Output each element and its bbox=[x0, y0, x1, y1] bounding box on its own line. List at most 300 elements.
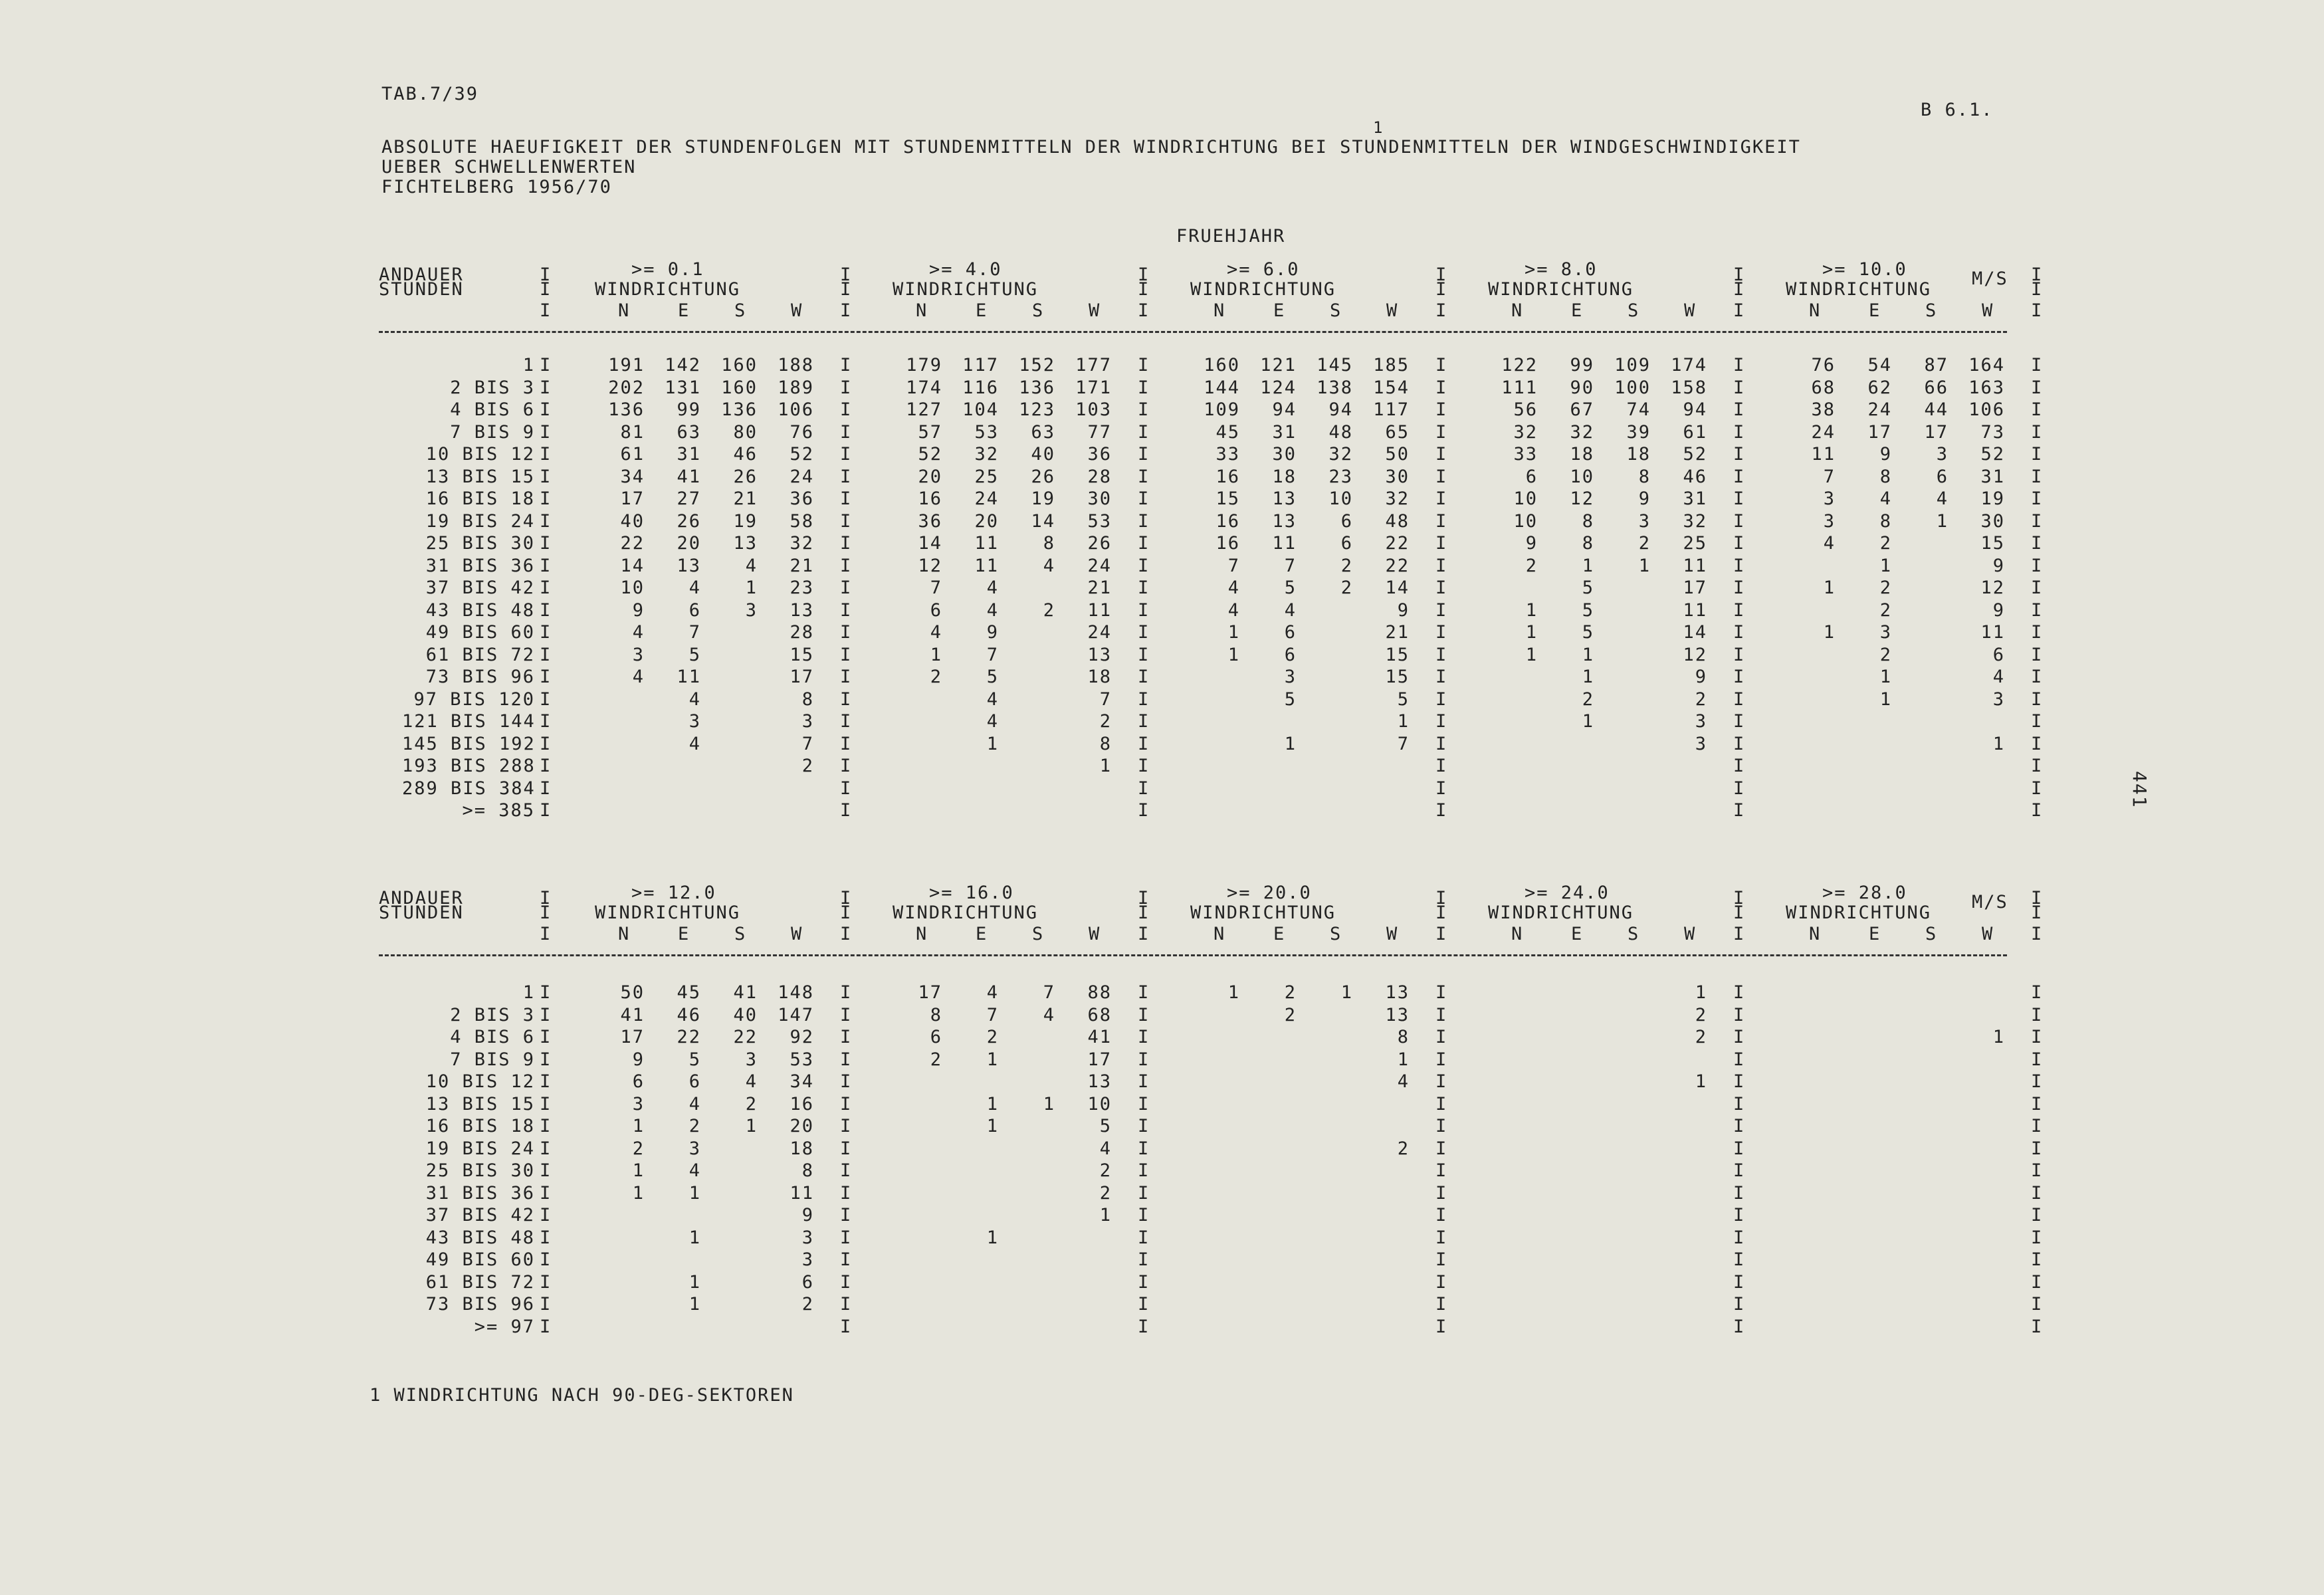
value-cell: 3 bbox=[1284, 667, 1297, 687]
value-cell: 26 bbox=[677, 510, 701, 532]
row-separator: I bbox=[1138, 1138, 1150, 1159]
row-separator: I bbox=[1138, 1027, 1150, 1047]
value-cell: 4 bbox=[1397, 1071, 1410, 1092]
column-header-w: W bbox=[1982, 924, 1994, 944]
value-cell: 4 bbox=[1936, 488, 1949, 509]
value-cell: 8 bbox=[1582, 533, 1594, 554]
value-cell: 15 bbox=[1385, 644, 1410, 665]
row-separator: I bbox=[1435, 510, 1448, 532]
value-cell: 7 bbox=[801, 733, 814, 754]
value-cell: 11 bbox=[1272, 533, 1297, 554]
value-cell: 202 bbox=[608, 377, 645, 398]
row-separator: I bbox=[1733, 1316, 1746, 1337]
value-cell: 9 bbox=[986, 622, 999, 643]
column-separator: I bbox=[540, 903, 552, 923]
value-cell: 68 bbox=[1087, 1004, 1112, 1025]
value-cell: 10 bbox=[1513, 488, 1538, 509]
windrichtung-label: WINDRICHTUNG bbox=[893, 903, 1039, 923]
value-cell: 22 bbox=[733, 1027, 758, 1047]
row-separator: I bbox=[2031, 377, 2044, 398]
value-cell: 52 bbox=[918, 444, 942, 465]
row-separator: I bbox=[840, 1182, 853, 1204]
row-separator: I bbox=[540, 644, 552, 665]
value-cell: 9 bbox=[1397, 599, 1410, 621]
value-cell: 1 bbox=[1340, 982, 1353, 1003]
row-separator: I bbox=[1733, 488, 1746, 509]
column-header-e: E bbox=[1273, 924, 1286, 944]
value-cell: 17 bbox=[620, 1027, 645, 1047]
value-cell: 32 bbox=[1570, 421, 1594, 443]
stunden-label: STUNDEN bbox=[379, 903, 464, 923]
row-separator: I bbox=[1138, 982, 1150, 1003]
value-cell: 7 bbox=[986, 1004, 999, 1025]
value-cell: 1 bbox=[1879, 667, 1892, 687]
value-cell: 4 bbox=[1992, 667, 2005, 687]
value-cell: 2 bbox=[745, 1093, 758, 1115]
value-cell: 106 bbox=[778, 399, 814, 420]
row-separator: I bbox=[1733, 377, 1746, 398]
value-cell: 10 bbox=[620, 578, 645, 598]
value-cell: 2 bbox=[1525, 555, 1538, 576]
value-cell: 46 bbox=[733, 444, 758, 465]
row-separator: I bbox=[540, 800, 552, 821]
column-header-e: E bbox=[1869, 300, 1881, 321]
value-cell: 12 bbox=[1980, 578, 2005, 598]
value-cell: 4 bbox=[986, 689, 999, 710]
value-cell: 5 bbox=[986, 667, 999, 687]
row-separator: I bbox=[1138, 667, 1150, 687]
row-separator: I bbox=[1733, 622, 1746, 643]
row-separator: I bbox=[1138, 778, 1150, 799]
row-separator: I bbox=[1138, 466, 1150, 487]
value-cell: 52 bbox=[1683, 444, 1707, 465]
row-separator: I bbox=[1435, 1004, 1448, 1025]
value-cell: 1 bbox=[986, 733, 999, 754]
value-cell: 99 bbox=[1570, 355, 1594, 375]
row-separator: I bbox=[840, 982, 853, 1003]
value-cell: 13 bbox=[790, 599, 814, 621]
value-cell: 45 bbox=[677, 982, 701, 1003]
row-separator: I bbox=[540, 1004, 552, 1025]
value-cell: 3 bbox=[1638, 510, 1651, 532]
value-cell: 8 bbox=[1043, 533, 1055, 554]
row-separator: I bbox=[840, 444, 853, 465]
value-cell: 40 bbox=[733, 1004, 758, 1025]
duration-cell: 121 BIS 144 bbox=[402, 711, 536, 732]
column-separator: I bbox=[840, 279, 853, 300]
row-separator: I bbox=[1138, 1316, 1150, 1337]
row-separator: I bbox=[1733, 1027, 1746, 1047]
column-header-n: N bbox=[916, 924, 928, 944]
value-cell: 2 bbox=[1340, 578, 1353, 598]
header-rule bbox=[379, 954, 2007, 956]
row-separator: I bbox=[1138, 555, 1150, 576]
threshold-label: >= 28.0 bbox=[1822, 883, 1907, 903]
column-separator: I bbox=[1138, 924, 1150, 944]
value-cell: 24 bbox=[1867, 399, 1892, 420]
value-cell: 4 bbox=[632, 667, 645, 687]
value-cell: 48 bbox=[1328, 421, 1353, 443]
row-separator: I bbox=[840, 622, 853, 643]
row-separator: I bbox=[540, 1294, 552, 1315]
duration-cell: 43 BIS 48 bbox=[425, 1227, 535, 1248]
row-separator: I bbox=[1138, 377, 1150, 398]
row-separator: I bbox=[840, 1205, 853, 1225]
row-separator: I bbox=[840, 488, 853, 509]
row-separator: I bbox=[2031, 1093, 2044, 1115]
value-cell: 2 bbox=[1695, 1027, 1707, 1047]
value-cell: 31 bbox=[1980, 466, 2005, 487]
row-separator: I bbox=[1138, 1249, 1150, 1270]
value-cell: 27 bbox=[677, 488, 701, 509]
duration-cell: 13 BIS 15 bbox=[425, 1093, 535, 1115]
value-cell: 109 bbox=[1204, 399, 1240, 420]
column-separator: I bbox=[540, 924, 552, 944]
value-cell: 12 bbox=[918, 555, 942, 576]
value-cell: 6 bbox=[688, 1071, 701, 1092]
duration-cell: 193 BIS 288 bbox=[402, 756, 536, 776]
value-cell: 2 bbox=[1879, 533, 1892, 554]
column-header-n: N bbox=[1809, 300, 1822, 321]
column-separator: I bbox=[1435, 888, 1448, 908]
value-cell: 14 bbox=[1031, 510, 1055, 532]
column-header-w: W bbox=[791, 300, 803, 321]
value-cell: 4 bbox=[1879, 488, 1892, 509]
windrichtung-label: WINDRICHTUNG bbox=[893, 279, 1039, 300]
row-separator: I bbox=[2031, 689, 2044, 710]
value-cell: 2 bbox=[1284, 982, 1297, 1003]
row-separator: I bbox=[1733, 711, 1746, 732]
value-cell: 26 bbox=[733, 466, 758, 487]
value-cell: 11 bbox=[1811, 444, 1836, 465]
row-separator: I bbox=[1138, 1049, 1150, 1070]
row-separator: I bbox=[1733, 510, 1746, 532]
value-cell: 116 bbox=[962, 377, 999, 398]
value-cell: 20 bbox=[918, 466, 942, 487]
value-cell: 1 bbox=[688, 1227, 701, 1248]
windrichtung-label: WINDRICHTUNG bbox=[1488, 903, 1634, 923]
column-separator: I bbox=[1733, 903, 1746, 923]
row-separator: I bbox=[1733, 1116, 1746, 1136]
value-cell: 9 bbox=[1879, 444, 1892, 465]
value-cell: 7 bbox=[1043, 982, 1055, 1003]
value-cell: 16 bbox=[1215, 510, 1240, 532]
value-cell: 3 bbox=[801, 1227, 814, 1248]
row-separator: I bbox=[540, 444, 552, 465]
value-cell: 45 bbox=[1215, 421, 1240, 443]
value-cell: 7 bbox=[930, 578, 942, 598]
value-cell: 1 bbox=[1823, 578, 1836, 598]
column-header-w: W bbox=[1386, 300, 1399, 321]
column-separator: I bbox=[1435, 903, 1448, 923]
row-separator: I bbox=[1435, 377, 1448, 398]
row-separator: I bbox=[1435, 622, 1448, 643]
value-cell: 1 bbox=[688, 1271, 701, 1293]
row-separator: I bbox=[540, 1249, 552, 1270]
row-separator: I bbox=[1138, 510, 1150, 532]
value-cell: 10 bbox=[1570, 466, 1594, 487]
value-cell: 1 bbox=[1992, 733, 2005, 754]
value-cell: 3 bbox=[1823, 510, 1836, 532]
value-cell: 1 bbox=[1397, 1049, 1410, 1070]
column-separator: I bbox=[2031, 279, 2044, 300]
value-cell: 4 bbox=[1043, 555, 1055, 576]
row-separator: I bbox=[1733, 1205, 1746, 1225]
season-label: FRUEHJAHR bbox=[1176, 226, 1286, 247]
value-cell: 2 bbox=[1879, 578, 1892, 598]
value-cell: 52 bbox=[790, 444, 814, 465]
value-cell: 3 bbox=[745, 599, 758, 621]
value-cell: 13 bbox=[1385, 1004, 1410, 1025]
value-cell: 174 bbox=[906, 377, 942, 398]
value-cell: 61 bbox=[620, 444, 645, 465]
threshold-label: >= 8.0 bbox=[1525, 259, 1598, 280]
value-cell: 62 bbox=[1867, 377, 1892, 398]
row-separator: I bbox=[2031, 1071, 2044, 1092]
row-separator: I bbox=[840, 733, 853, 754]
value-cell: 2 bbox=[1099, 711, 1112, 732]
value-cell: 6 bbox=[1284, 622, 1297, 643]
value-cell: 23 bbox=[1328, 466, 1353, 487]
value-cell: 22 bbox=[1385, 533, 1410, 554]
row-separator: I bbox=[2031, 1249, 2044, 1270]
row-separator: I bbox=[1733, 1249, 1746, 1270]
value-cell: 41 bbox=[733, 982, 758, 1003]
column-header-n: N bbox=[1214, 300, 1226, 321]
value-cell: 131 bbox=[665, 377, 701, 398]
value-cell: 10 bbox=[1087, 1093, 1112, 1115]
row-separator: I bbox=[840, 1271, 853, 1293]
value-cell: 1 bbox=[1936, 510, 1949, 532]
value-cell: 4 bbox=[745, 555, 758, 576]
value-cell: 21 bbox=[1087, 578, 1112, 598]
value-cell: 160 bbox=[721, 355, 758, 375]
value-cell: 2 bbox=[1397, 1138, 1410, 1159]
row-separator: I bbox=[1733, 444, 1746, 465]
value-cell: 138 bbox=[1317, 377, 1353, 398]
column-separator: I bbox=[540, 888, 552, 908]
value-cell: 17 bbox=[1683, 578, 1707, 598]
duration-cell: 145 BIS 192 bbox=[402, 733, 536, 754]
value-cell: 34 bbox=[790, 1071, 814, 1092]
value-cell: 18 bbox=[1626, 444, 1651, 465]
value-cell: 8 bbox=[1638, 466, 1651, 487]
value-cell: 30 bbox=[1087, 488, 1112, 509]
table-id: TAB.7/39 bbox=[381, 84, 479, 104]
value-cell: 17 bbox=[1924, 421, 1949, 443]
column-separator: I bbox=[1435, 279, 1448, 300]
column-header-e: E bbox=[1273, 300, 1286, 321]
row-separator: I bbox=[840, 599, 853, 621]
value-cell: 24 bbox=[790, 466, 814, 487]
value-cell: 66 bbox=[1924, 377, 1949, 398]
duration-cell: >= 97 bbox=[474, 1316, 535, 1337]
value-cell: 5 bbox=[1582, 599, 1594, 621]
value-cell: 8 bbox=[1879, 510, 1892, 532]
column-separator: I bbox=[840, 300, 853, 321]
value-cell: 13 bbox=[677, 555, 701, 576]
value-cell: 8 bbox=[1582, 510, 1594, 532]
duration-cell: 7 BIS 9 bbox=[450, 1049, 535, 1070]
value-cell: 7 bbox=[1227, 555, 1240, 576]
row-separator: I bbox=[1733, 1160, 1746, 1181]
value-cell: 9 bbox=[632, 599, 645, 621]
row-separator: I bbox=[2031, 1027, 2044, 1047]
value-cell: 160 bbox=[1204, 355, 1240, 375]
duration-cell: 49 BIS 60 bbox=[425, 1249, 535, 1270]
row-separator: I bbox=[1435, 1316, 1448, 1337]
value-cell: 127 bbox=[906, 399, 942, 420]
row-separator: I bbox=[2031, 1049, 2044, 1070]
row-separator: I bbox=[1733, 1182, 1746, 1204]
value-cell: 4 bbox=[986, 599, 999, 621]
row-separator: I bbox=[840, 421, 853, 443]
row-separator: I bbox=[1733, 533, 1746, 554]
value-cell: 1 bbox=[632, 1182, 645, 1204]
column-header-n: N bbox=[1511, 924, 1524, 944]
row-separator: I bbox=[1138, 488, 1150, 509]
value-cell: 2 bbox=[632, 1138, 645, 1159]
row-separator: I bbox=[2031, 756, 2044, 776]
value-cell: 53 bbox=[974, 421, 999, 443]
value-cell: 123 bbox=[1019, 399, 1055, 420]
row-separator: I bbox=[840, 1160, 853, 1181]
row-separator: I bbox=[1138, 578, 1150, 598]
value-cell: 8 bbox=[801, 689, 814, 710]
row-separator: I bbox=[2031, 1227, 2044, 1248]
value-cell: 1 bbox=[688, 1294, 701, 1315]
row-separator: I bbox=[1733, 421, 1746, 443]
row-separator: I bbox=[1435, 1205, 1448, 1225]
value-cell: 1 bbox=[1525, 644, 1538, 665]
value-cell: 124 bbox=[1260, 377, 1297, 398]
duration-cell: 4 BIS 6 bbox=[450, 1027, 535, 1047]
row-separator: I bbox=[2031, 1316, 2044, 1337]
value-cell: 1 bbox=[1525, 599, 1538, 621]
row-separator: I bbox=[1733, 1093, 1746, 1115]
value-cell: 1 bbox=[1582, 644, 1594, 665]
column-header-s: S bbox=[1330, 924, 1342, 944]
row-separator: I bbox=[540, 555, 552, 576]
row-separator: I bbox=[840, 778, 853, 799]
row-separator: I bbox=[1435, 1182, 1448, 1204]
value-cell: 50 bbox=[1385, 444, 1410, 465]
value-cell: 15 bbox=[1980, 533, 2005, 554]
value-cell: 7 bbox=[1284, 555, 1297, 576]
row-separator: I bbox=[2031, 488, 2044, 509]
value-cell: 10 bbox=[1328, 488, 1353, 509]
row-separator: I bbox=[540, 667, 552, 687]
row-separator: I bbox=[1435, 578, 1448, 598]
value-cell: 33 bbox=[1215, 444, 1240, 465]
value-cell: 4 bbox=[1284, 599, 1297, 621]
value-cell: 1 bbox=[1582, 555, 1594, 576]
value-cell: 32 bbox=[1328, 444, 1353, 465]
value-cell: 92 bbox=[790, 1027, 814, 1047]
value-cell: 5 bbox=[1582, 578, 1594, 598]
column-header-e: E bbox=[1869, 924, 1881, 944]
value-cell: 13 bbox=[1087, 644, 1112, 665]
row-separator: I bbox=[1435, 1160, 1448, 1181]
row-separator: I bbox=[1733, 982, 1746, 1003]
column-header-s: S bbox=[1628, 924, 1640, 944]
row-separator: I bbox=[1138, 756, 1150, 776]
value-cell: 52 bbox=[1980, 444, 2005, 465]
row-separator: I bbox=[1435, 1294, 1448, 1315]
row-separator: I bbox=[1435, 1071, 1448, 1092]
value-cell: 2 bbox=[930, 1049, 942, 1070]
value-cell: 26 bbox=[1031, 466, 1055, 487]
duration-cell: 31 BIS 36 bbox=[425, 1182, 535, 1204]
andauer-label: ANDAUER bbox=[379, 265, 464, 285]
column-header-e: E bbox=[678, 924, 690, 944]
value-cell: 10 bbox=[1513, 510, 1538, 532]
value-cell: 24 bbox=[974, 488, 999, 509]
row-separator: I bbox=[1435, 1093, 1448, 1115]
value-cell: 76 bbox=[790, 421, 814, 443]
duration-cell: 43 BIS 48 bbox=[425, 599, 535, 621]
value-cell: 2 bbox=[1099, 1160, 1112, 1181]
row-separator: I bbox=[840, 533, 853, 554]
row-separator: I bbox=[1138, 533, 1150, 554]
value-cell: 53 bbox=[1087, 510, 1112, 532]
row-separator: I bbox=[1733, 599, 1746, 621]
duration-cell: 61 BIS 72 bbox=[425, 1271, 535, 1293]
value-cell: 142 bbox=[665, 355, 701, 375]
column-header-e: E bbox=[678, 300, 690, 321]
row-separator: I bbox=[1138, 644, 1150, 665]
value-cell: 94 bbox=[1683, 399, 1707, 420]
column-header-s: S bbox=[734, 300, 747, 321]
value-cell: 21 bbox=[1385, 622, 1410, 643]
value-cell: 4 bbox=[688, 733, 701, 754]
row-separator: I bbox=[540, 982, 552, 1003]
column-header-w: W bbox=[1089, 924, 1101, 944]
value-cell: 189 bbox=[778, 377, 814, 398]
column-header-s: S bbox=[1925, 924, 1938, 944]
value-cell: 16 bbox=[1215, 466, 1240, 487]
value-cell: 1 bbox=[1043, 1093, 1055, 1115]
value-cell: 1 bbox=[1227, 982, 1240, 1003]
row-separator: I bbox=[1733, 1294, 1746, 1315]
value-cell: 5 bbox=[1397, 689, 1410, 710]
row-separator: I bbox=[1733, 578, 1746, 598]
value-cell: 154 bbox=[1373, 377, 1410, 398]
value-cell: 8 bbox=[1397, 1027, 1410, 1047]
value-cell: 1 bbox=[1992, 1027, 2005, 1047]
row-separator: I bbox=[1733, 1271, 1746, 1293]
row-separator: I bbox=[2031, 667, 2044, 687]
row-separator: I bbox=[2031, 599, 2044, 621]
value-cell: 2 bbox=[1695, 1004, 1707, 1025]
row-separator: I bbox=[1435, 488, 1448, 509]
row-separator: I bbox=[1138, 1160, 1150, 1181]
row-separator: I bbox=[1733, 800, 1746, 821]
value-cell: 152 bbox=[1019, 355, 1055, 375]
value-cell: 1 bbox=[1823, 622, 1836, 643]
row-separator: I bbox=[1138, 599, 1150, 621]
row-separator: I bbox=[1435, 533, 1448, 554]
threshold-label: >= 6.0 bbox=[1227, 259, 1300, 280]
row-separator: I bbox=[1138, 1271, 1150, 1293]
value-cell: 9 bbox=[1525, 533, 1538, 554]
row-separator: I bbox=[2031, 555, 2044, 576]
value-cell: 1 bbox=[1695, 1071, 1707, 1092]
column-separator: I bbox=[1733, 279, 1746, 300]
row-separator: I bbox=[840, 667, 853, 687]
column-separator: I bbox=[1138, 300, 1150, 321]
value-cell: 14 bbox=[1385, 578, 1410, 598]
